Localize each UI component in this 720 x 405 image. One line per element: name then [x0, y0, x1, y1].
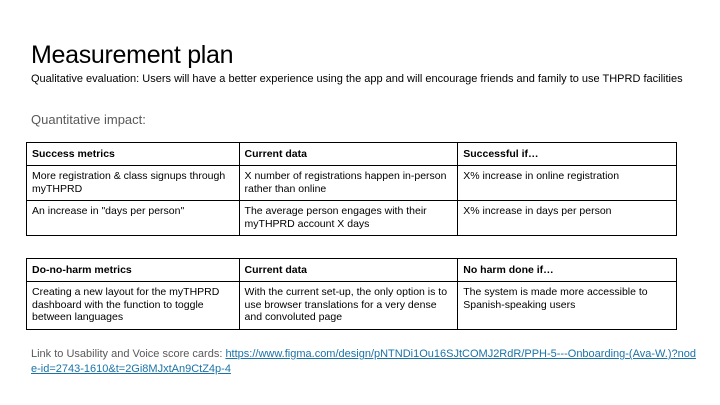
- table-cell: X number of registrations happen in-person rather than online: [239, 166, 458, 201]
- score-cards-link-line: [31, 347, 701, 376]
- table-cell: With the current set-up, the only option is to use browser translations for a very dense and convoluted page: [239, 282, 458, 330]
- table-cell: The system is made more accessible to Spanish-speaking users: [458, 282, 677, 330]
- table-header-cell: No harm done if…: [458, 259, 677, 282]
- table-cell: Creating a new layout for the myTHPRD dashboard with the function to toggle between languages: [27, 282, 240, 330]
- table-header-row: [27, 259, 677, 282]
- table-cell: X% increase in online registration: [458, 166, 677, 201]
- figma-link[interactable]: https://www.figma.com/design/pNTNDi1Ou16SJtCOMJ2RdR/PPH-5---Onboarding-(Ava-W.)?node-id=2743-1610&t=2Gi8MJxtAn9CtZ4p-4: [31, 348, 696, 375]
- do-no-harm-table: [26, 258, 677, 330]
- table-row: [27, 282, 677, 330]
- table-header-cell: Current data: [239, 259, 458, 282]
- table-header-cell: Success metrics: [27, 143, 240, 166]
- table-header-cell: Do-no-harm metrics: [27, 259, 240, 282]
- table-cell: The average person engages with their myTHPRD account X days: [239, 201, 458, 236]
- table-cell: X% increase in days per person: [458, 201, 677, 236]
- table-row: [27, 166, 677, 201]
- table-header-cell: Successful if…: [458, 143, 677, 166]
- table-row: [27, 201, 677, 236]
- link-label: Link to Usability and Voice score cards:: [31, 348, 226, 360]
- table-cell: More registration & class signups through myTHPRD: [27, 166, 240, 201]
- table-header-cell: Current data: [239, 143, 458, 166]
- table-cell: An increase in "days per person": [27, 201, 240, 236]
- quantitative-impact-label: Quantitative impact:: [31, 112, 146, 127]
- qualitative-evaluation: Qualitative evaluation: Users will have a better experience using the app and will encourage friends and family to use THPRD facilities: [31, 73, 683, 85]
- success-metrics-table: [26, 142, 677, 236]
- page-title: Measurement plan: [31, 41, 234, 69]
- table-header-row: [27, 143, 677, 166]
